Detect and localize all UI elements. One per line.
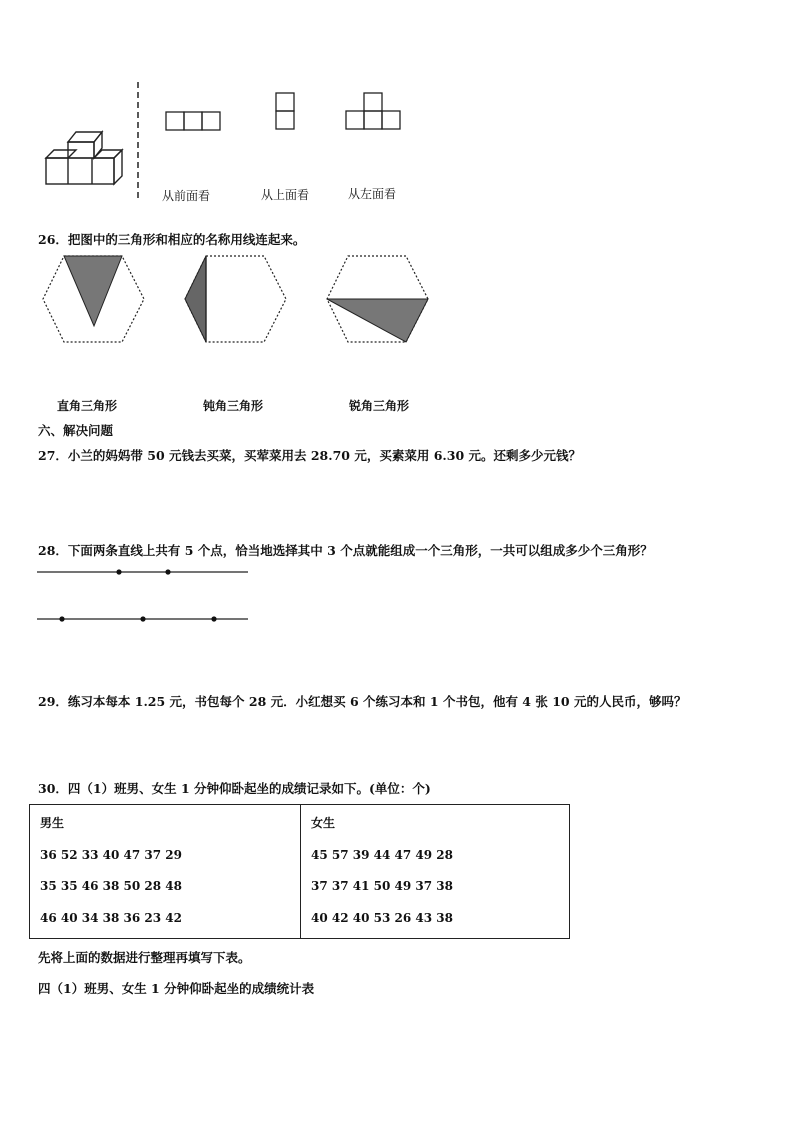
boys-header: 男生	[40, 816, 65, 830]
two-lines-points-figure	[37, 566, 251, 626]
instruction-note: 先将上面的数据进行整理再填写下表。	[38, 950, 251, 965]
acute-triangle-label: 锐角三角形	[349, 399, 410, 413]
girls-row: 45 57 39 44 47 49 28	[311, 847, 453, 862]
question-28: 28．下面两条直线上共有 5 个点，恰当地选择其中 3 个点就能组成一个三角形，一共可以组成多少个三角形？	[38, 543, 653, 558]
top-view-label: 从上面看	[261, 188, 310, 202]
question-30: 30．四（1）班男、女生 1 分钟仰卧起坐的成绩记录如下。(单位：个)	[38, 781, 431, 796]
question-27: 27．小兰的妈妈带 50 元钱去买菜，买荤菜用去 28.70 元，买素菜用 6.30 元。还剩多少元钱？	[38, 448, 581, 463]
front-view-label: 从前面看	[162, 189, 211, 203]
section-title: 六、解决问题	[38, 423, 114, 438]
top-view-figure	[275, 92, 297, 132]
front-view-figure	[165, 111, 223, 133]
question-29: 29．练习本每本 1.25 元，书包每个 28 元．小红想买 6 个练习本和 1 个书包，他有 4 张 10 元的人民币，够吗？	[38, 694, 687, 709]
hexagon-1-figure	[42, 254, 146, 346]
statistics-table-title: 四（1）班男、女生 1 分钟仰卧起坐的成绩统计表	[38, 981, 315, 996]
girls-cell	[301, 805, 570, 939]
score-record-table	[29, 804, 570, 939]
left-view-label: 从左面看	[348, 187, 397, 201]
boys-row: 46 40 34 38 36 23 42	[40, 910, 182, 925]
right-triangle-label: 直角三角形	[57, 399, 118, 413]
dashed-divider	[136, 82, 140, 202]
question-26: 26．把图中的三角形和相应的名称用线连起来。	[38, 232, 306, 247]
hexagon-2-figure	[184, 254, 288, 346]
left-view-figure	[345, 92, 405, 132]
boys-row: 36 52 33 40 47 37 29	[40, 847, 182, 862]
hexagon-3-figure	[326, 254, 430, 346]
girls-row: 40 42 40 53 26 43 38	[311, 910, 453, 925]
boys-row: 35 35 46 38 50 28 48	[40, 879, 182, 893]
girls-header: 女生	[311, 816, 336, 830]
boys-cell	[30, 805, 301, 939]
girls-row: 37 37 41 50 49 37 38	[311, 879, 453, 893]
obtuse-triangle-label: 钝角三角形	[203, 399, 264, 413]
cube-stack-figure	[44, 128, 124, 190]
